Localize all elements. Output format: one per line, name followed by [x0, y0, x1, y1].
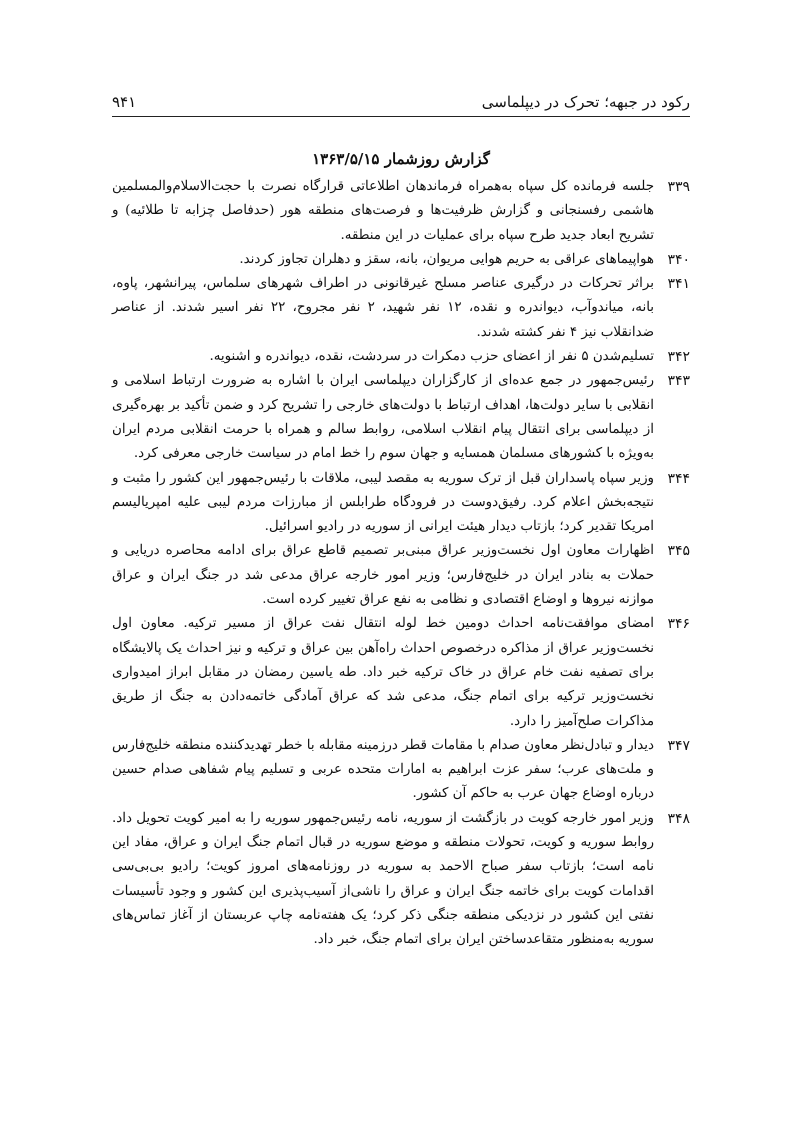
- entry-text: وزیر سپاه پاسداران قبل از ترک سوریه به مقصد لیبی، ملاقات با رئیس‌جمهور این کشور را مثبت و نتیجه‌بخش اعلام کرد. رفیق‌دوست در فرودگاه طرابلس از مبارزات مردم لیبی علیه امپریالیسم امریکا تقدیر کرد؛ بازتاب دیدار هیئت ایرانی از سوریه در رادیو اسرائیل.: [112, 470, 654, 535]
- entry-text: رئیس‌جمهور در جمع عده‌ای از کارگزاران دیپلماسی ایران با اشاره به ضرورت ارتباط اسلامی و انقلابی با سایر دولت‌ها، اهداف ارتباط با دولت‌های خارجی را تشریح کرد و ضمن تأکید بر بهره‌گیری از دیپلماسی برای انتقال پیام انقلاب اسلامی، روابط سالم و همراه با حرمت انقلابی مردم ایران به‌ویژه با کشورهای مسلمان همسایه و جهان سوم را خط امام در سیاست خارجی معرفی کرد.: [112, 373, 654, 462]
- entry-number: ۳۴۶: [667, 616, 690, 633]
- entry-text: اظهارات معاون اول نخست‌وزیر عراق مبنی‌بر تصمیم قاطع عراق برای ادامه محاصره دریایی و حملات به بنادر ایران در خلیج‌فارس؛ وزیر امور خارجه عراق مدعی شد در جنگ ایران و عراق موازنه نیروها و اوضاع اقتصادی و نظامی به نفع عراق تغییر کرده است.: [112, 543, 654, 608]
- entry-number: ۳۴۰: [667, 251, 690, 268]
- entry-number: ۳۴۵: [667, 543, 690, 560]
- entry-number: ۳۳۹: [667, 179, 690, 195]
- entry-number: ۳۴۲: [667, 349, 690, 366]
- entry-text: تسلیم‌شدن ۵ نفر از اعضای حزب دمکرات در سردشت، نقده، دیواندره و اشنویه.: [209, 349, 654, 365]
- entry-list: [112, 175, 690, 953]
- entry-number: ۳۴۸: [667, 810, 690, 827]
- report-title: گزارش روزشمار ۱۳۶۳/۵/۱۵: [312, 150, 490, 168]
- list-item: [112, 369, 690, 466]
- entry-number: ۳۴۱: [667, 276, 690, 293]
- running-header: [112, 90, 690, 112]
- entry-text: براثر تحرکات در درگیری عناصر مسلح غیرقانونی در اطراف شهرهای سلماس، پیرانشهر، پاوه، بانه، میاندوآب، دیواندره و نقده، ۱۲ نفر شهید، ۲ نفر مجروح، ۲۲ نفر اسیر شدند. از عناصر ضدانقلاب نیز ۴ نفر کشته شدند.: [112, 276, 655, 340]
- entry-text: وزیر امور خارجه کویت در بازگشت از سوریه، نامه رئیس‌جمهور سوریه را به امیر کویت تحویل داد. روابط سوریه و کویت، تحولات منطقه و موضع سوریه در قبال اتمام جنگ ایران و عراق، مفاد این نامه است؛ بازتاب سفر صباح الاحمد به سوریه در روزنامه‌های امروز کویت؛ رادیو بی‌بی‌سی اقدامات کویت برای خاتمه جنگ ایران و عراق را ناشی‌از آسیب‌پذیری این کشور و وجود تأسیسات نفتی این کشور در نزدیکی منطقه جنگی ذکر کرد؛ یک هفته‌نامه چاپ عربستان از آغاز تماس‌های سوریه به‌منظور متقاعدساختن ایران برای اتمام جنگ، خبر داد.: [112, 810, 654, 948]
- list-item: [112, 734, 690, 807]
- page-number: ۹۴۱: [112, 93, 137, 111]
- entry-number: ۳۴۴: [667, 470, 690, 487]
- list-item: [112, 467, 690, 540]
- header-divider: [112, 116, 690, 117]
- list-item: [112, 175, 690, 248]
- entry-text: امضای موافقت‌نامه احداث دومین خط لوله انتقال نفت عراق از مسیر ترکیه. معاون اول نخست‌وزیر عراق از مذاکره درخصوص احداث راه‌آهن بین عراق و ترکیه و نیز احداث یک پالایشگاه برای تصفیه نفت خام عراق در خاک ترکیه خبر داد. طه یاسین رمضان در مقابل ابراز امیدواری نخست‌وزیر ترکیه برای اتمام جنگ، مدعی شد که عراق آمادگی خاتمه‌دادن به جنگ از طریق مذاکرات صلح‌آمیز را دارد.: [112, 616, 654, 729]
- list-item: [112, 248, 690, 272]
- entry-number: ۳۴۷: [667, 737, 690, 754]
- entry-text: دیدار و تبادل‌نظر معاون صدام با مقامات قطر درزمینه مقابله با خطر تهدیدکننده منطقه خلیج‌فارس و ملت‌های عرب؛ سفر عزت ابراهیم به امارات متحده عربی و تسلیم پیام شفاهی صدام حسین درباره اوضاع جهان عرب به حاکم آن کشور.: [112, 737, 654, 802]
- list-item: [112, 807, 690, 953]
- list-item: [112, 272, 690, 345]
- entry-text: جلسه فرمانده کل سپاه به‌همراه فرماندهان اطلاعاتی قرارگاه نصرت با حجت‌الاسلام‌والمسلمین هاشمی رفسنجانی و گزارش ظرفیت‌ها و فرصت‌های منطقه هور (حدفاصل چزابه تا طلائیه) و تشریح ابعاد جدید طرح سپاه برای عملیات در این منطقه.: [112, 179, 654, 243]
- list-item: [112, 612, 690, 733]
- entry-number: ۳۴۳: [667, 373, 690, 390]
- list-item: [112, 539, 690, 612]
- entry-text: هواپیماهای عراقی به حریم هوایی مریوان، بانه، سقز و دهلران تجاوز کردند.: [239, 251, 654, 267]
- list-item: [112, 345, 690, 369]
- chapter-title: رکود در جبهه؛ تحرک در دیپلماسی: [481, 93, 690, 111]
